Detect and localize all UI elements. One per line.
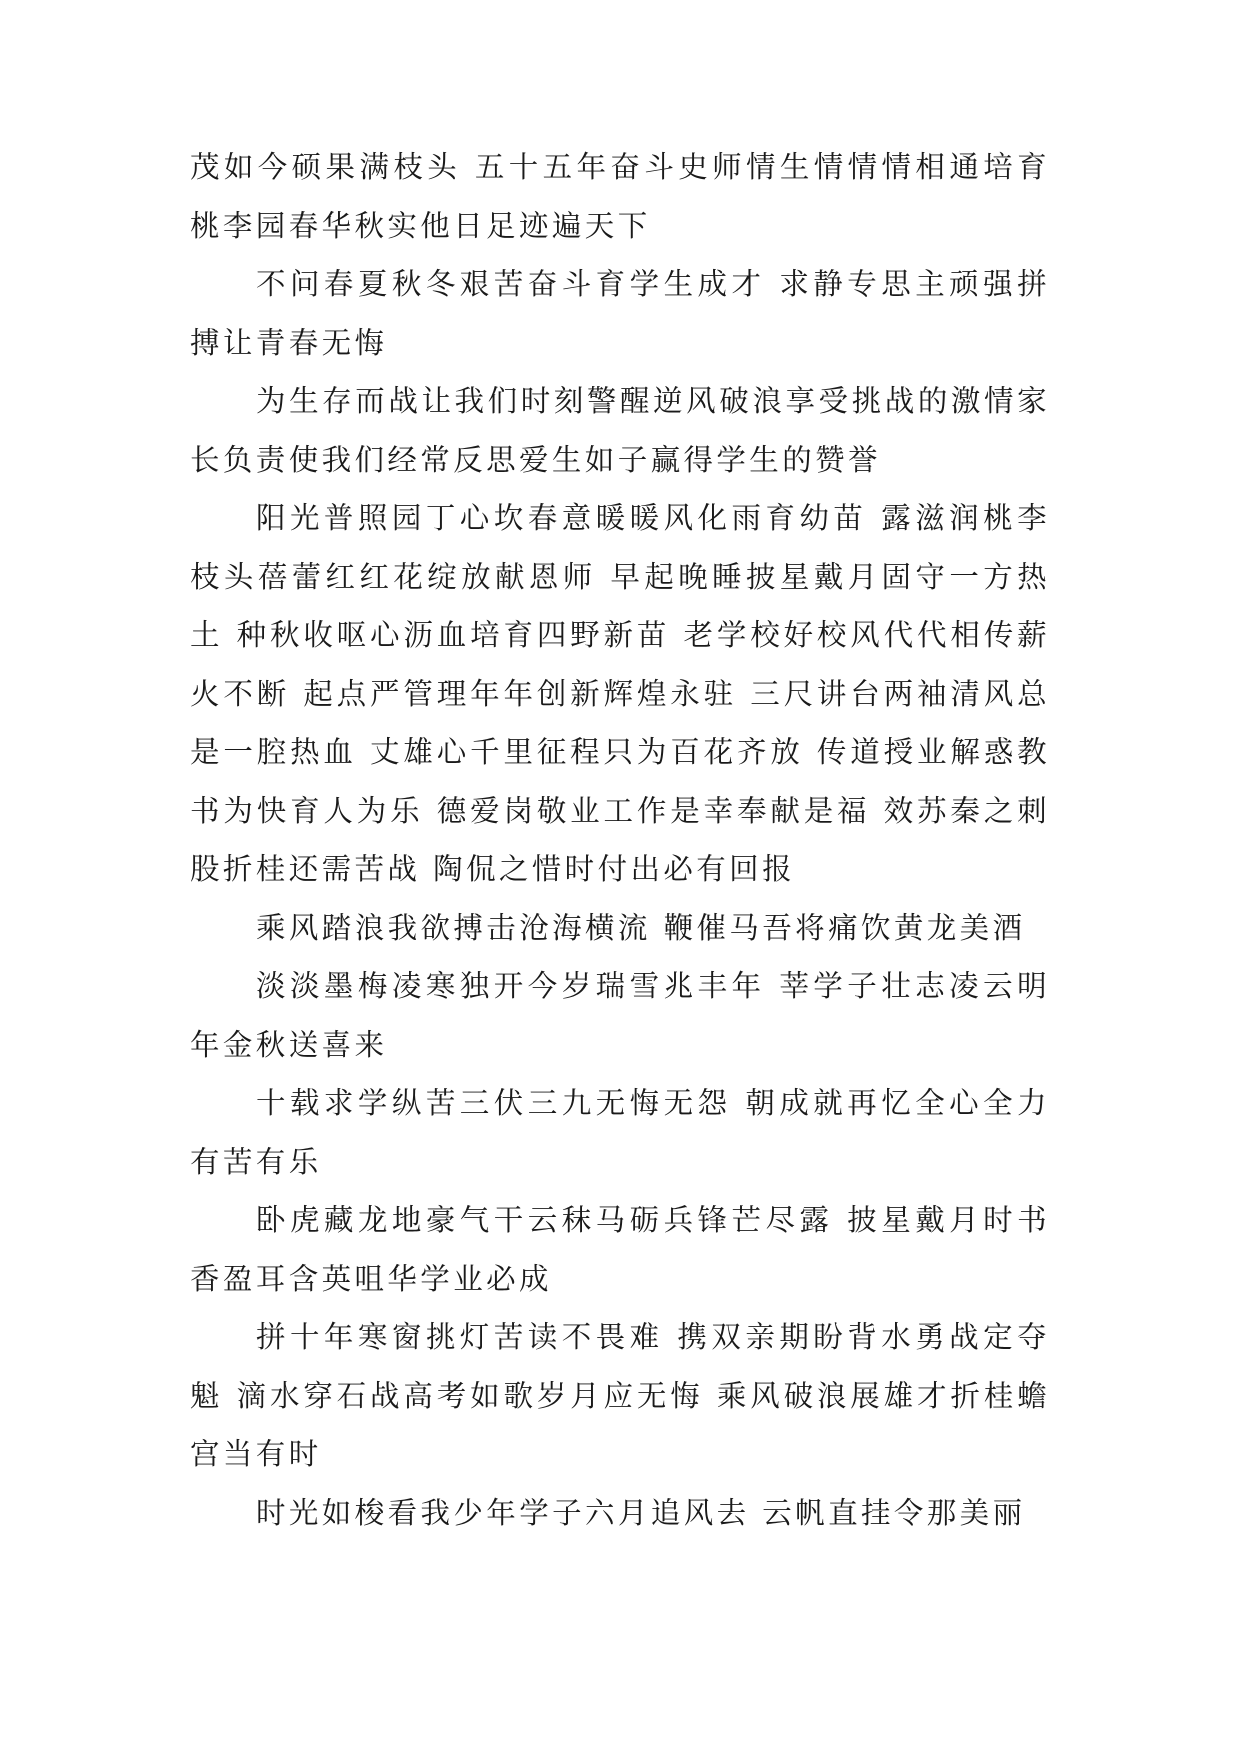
paragraph-6: 淡淡墨梅凌寒独开今岁瑞雪兆丰年 莘学子壮志凌云明年金秋送喜来 xyxy=(190,969,1050,1062)
paragraph-2: 不问春夏秋冬艰苦奋斗育学生成才 求静专思主顽强拼搏让青春无悔 xyxy=(190,267,1050,360)
paragraph-10: 时光如梭看我少年学子六月追风去 云帆直挂令那美丽 xyxy=(256,1495,1026,1530)
paragraph-4: 阳光普照园丁心坎春意暖暖风化雨育幼苗 露滋润桃李枝头蓓蕾红红花绽放献恩师 早起晚睡披星戴月固守一方热土 种秋收呕心沥血培育四野新苗 老学校好校风代代相传薪火不断 起点严管理年年创新辉煌永驻 三尺讲台两袖清风总是一腔热血 丈雄心千里征程只为百花齐放 传道授业解惑教书为快育人为乐 德爱岗敬业工作是幸奉献是福 效苏秦之刺股折桂还需苦战 陶侃之惜时付出必有回报 xyxy=(190,501,1050,886)
paragraph-7: 十载求学纵苦三伏三九无悔无怨 朝成就再忆全心全力有苦有乐 xyxy=(190,1086,1050,1179)
paragraph-3: 为生存而战让我们时刻警醒逆风破浪享受挑战的激情家长负责使我们经常反思爱生如子赢得学生的赞誉 xyxy=(190,384,1050,477)
paragraph-1: 茂如今硕果满枝头 五十五年奋斗史师情生情情情相通培育桃李园春华秋实他日足迹遍天下 xyxy=(190,150,1050,243)
paragraph-9: 拼十年寒窗挑灯苦读不畏难 携双亲期盼背水勇战定夺魁 滴水穿石战高考如歌岁月应无悔 乘风破浪展雄才折桂蟾宫当有时 xyxy=(190,1320,1050,1471)
document-body xyxy=(190,138,1050,1542)
paragraph-8: 卧虎藏龙地豪气干云秣马砺兵锋芒尽露 披星戴月时书香盈耳含英咀华学业必成 xyxy=(190,1203,1050,1296)
paragraph-5: 乘风踏浪我欲搏击沧海横流 鞭催马吾将痛饮黄龙美酒 xyxy=(256,910,1026,945)
